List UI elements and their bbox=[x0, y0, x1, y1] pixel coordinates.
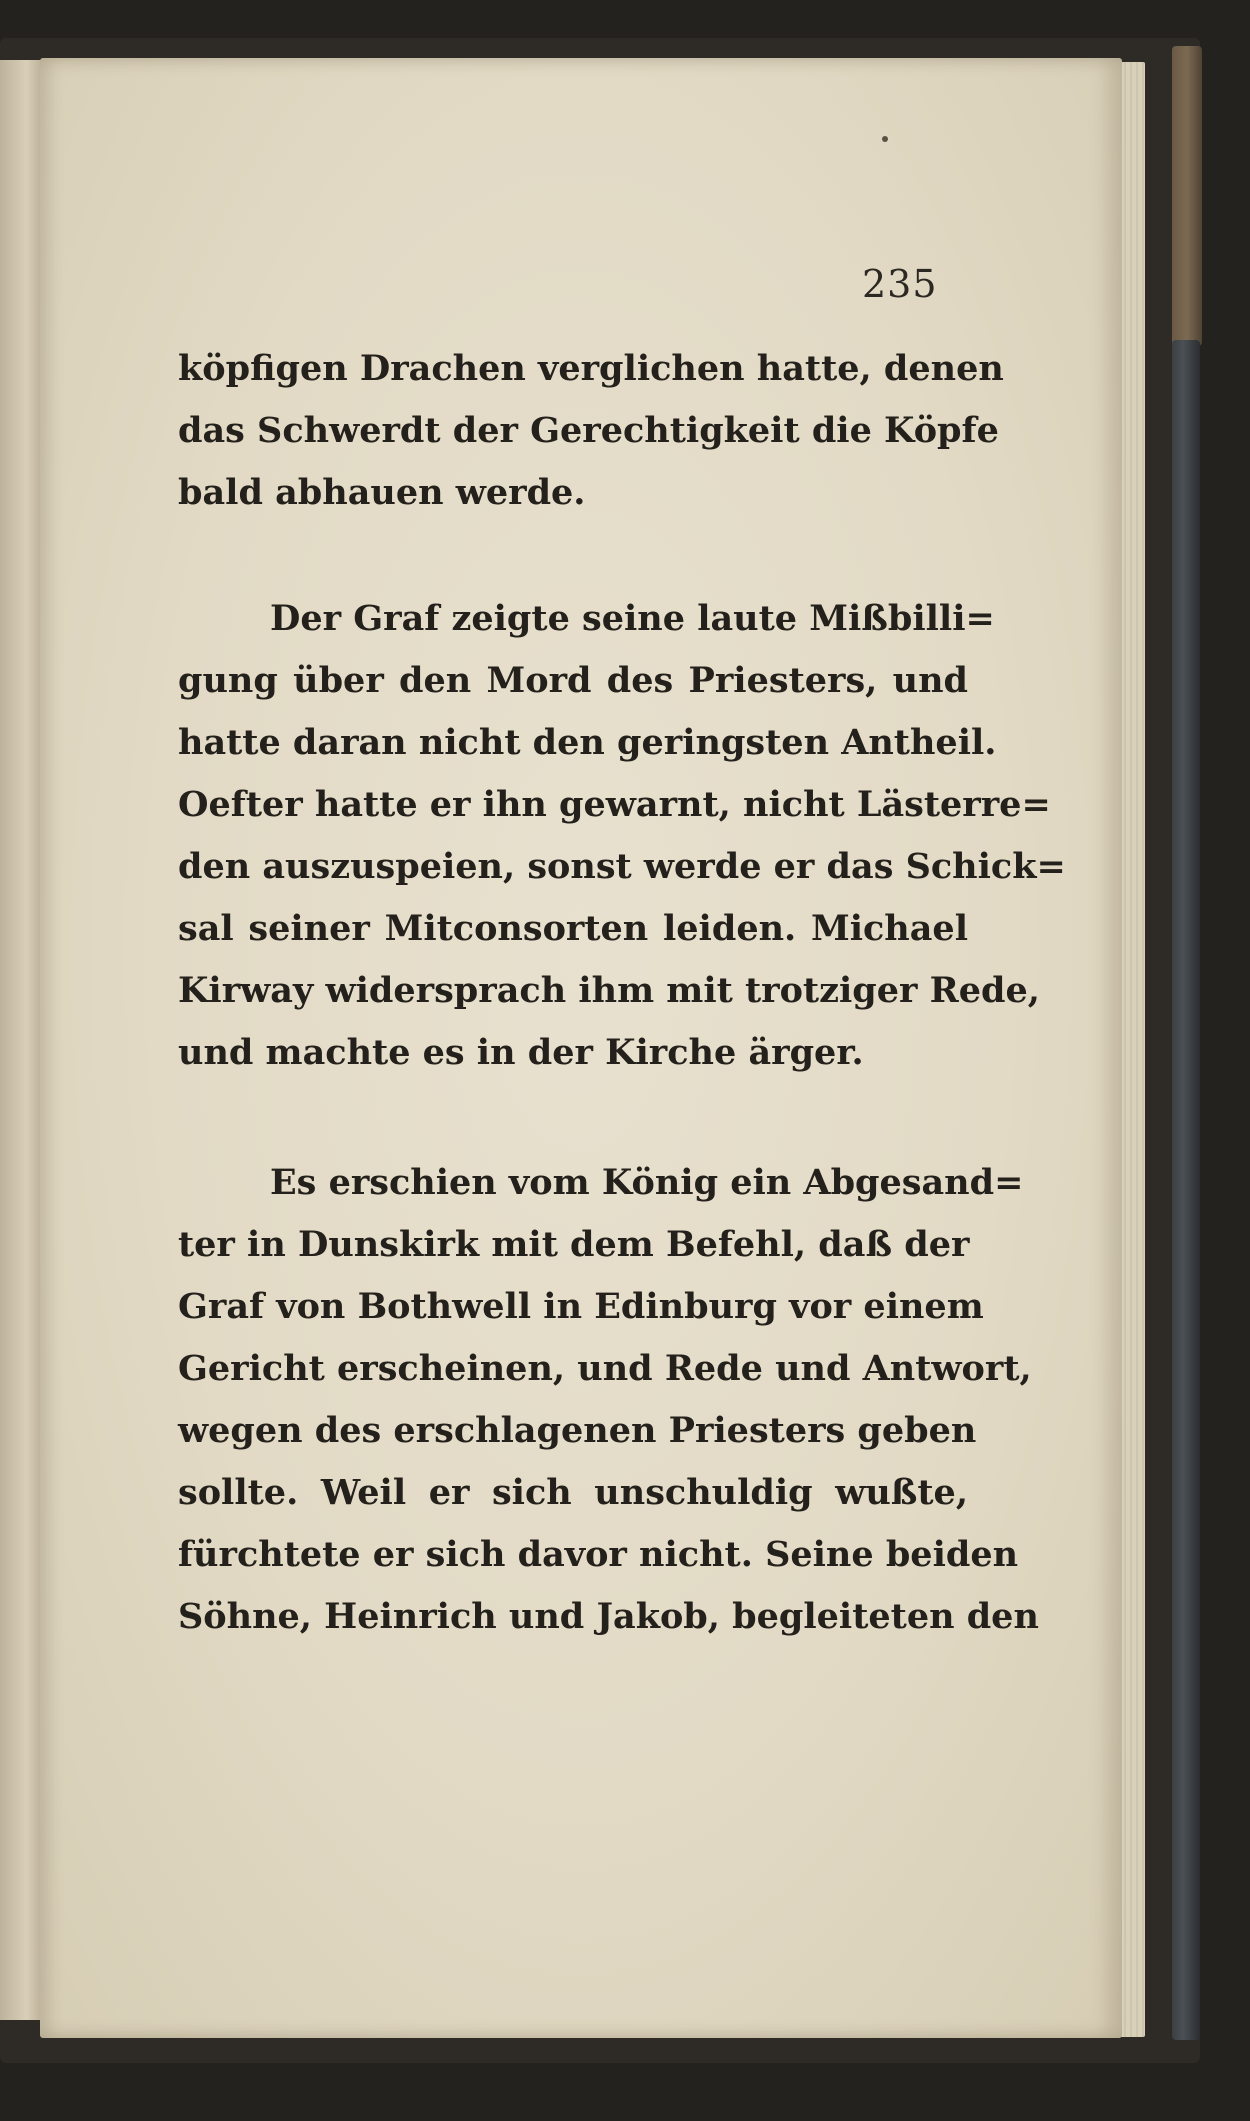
text-line: Gericht erscheinen, und Rede und Antwort, bbox=[178, 1348, 1032, 1389]
text-line: hatte daran nicht den geringsten Antheil. bbox=[178, 722, 997, 763]
text-line: gung über den Mord des Priesters, und bbox=[178, 660, 968, 701]
text-line: Der Graf zeigte seine laute Mißbilli= bbox=[270, 598, 995, 639]
text-line: bald abhauen werde. bbox=[178, 472, 586, 513]
text-line: Söhne, Heinrich und Jakob, begleiteten den bbox=[178, 1596, 1039, 1637]
text-line: sollte. Weil er sich unschuldig wußte, bbox=[178, 1472, 968, 1513]
text-line: das Schwerdt der Gerechtigkeit die Köpfe bbox=[178, 410, 999, 451]
text-line: sal seiner Mitconsorten leiden. Michael bbox=[178, 908, 968, 949]
paragraph-gap bbox=[178, 1084, 968, 1152]
text-line: Es erschien vom König ein Abgesand= bbox=[270, 1162, 1024, 1203]
cover-edge bbox=[1172, 340, 1200, 2040]
text-line: wegen des erschlagenen Priesters geben bbox=[178, 1410, 977, 1451]
paragraph-3 bbox=[178, 1152, 1039, 1648]
page-number: 235 bbox=[862, 262, 938, 306]
paragraph-2 bbox=[178, 588, 1066, 1084]
text-line: und machte es in der Kirche ärger. bbox=[178, 1032, 864, 1073]
text-line: fürchtete er sich davor nicht. Seine beiden bbox=[178, 1534, 1019, 1575]
cover-edge-top bbox=[1172, 46, 1202, 346]
text-line: Graf von Bothwell in Edinburg vor einem bbox=[178, 1286, 984, 1327]
text-line: köpfigen Drachen verglichen hatte, denen bbox=[178, 348, 1004, 389]
page-text bbox=[178, 338, 1066, 1648]
paragraph-1 bbox=[178, 338, 1004, 524]
text-line: Oefter hatte er ihn gewarnt, nicht Lästerre= bbox=[178, 784, 1051, 825]
text-line: Kirway widersprach ihm mit trotziger Rede, bbox=[178, 970, 1040, 1011]
text-line: den auszuspeien, sonst werde er das Schick= bbox=[178, 846, 1066, 887]
text-line: ter in Dunskirk mit dem Befehl, daß der bbox=[178, 1224, 970, 1265]
paragraph-gap bbox=[178, 524, 968, 588]
paper-speck bbox=[882, 136, 888, 142]
